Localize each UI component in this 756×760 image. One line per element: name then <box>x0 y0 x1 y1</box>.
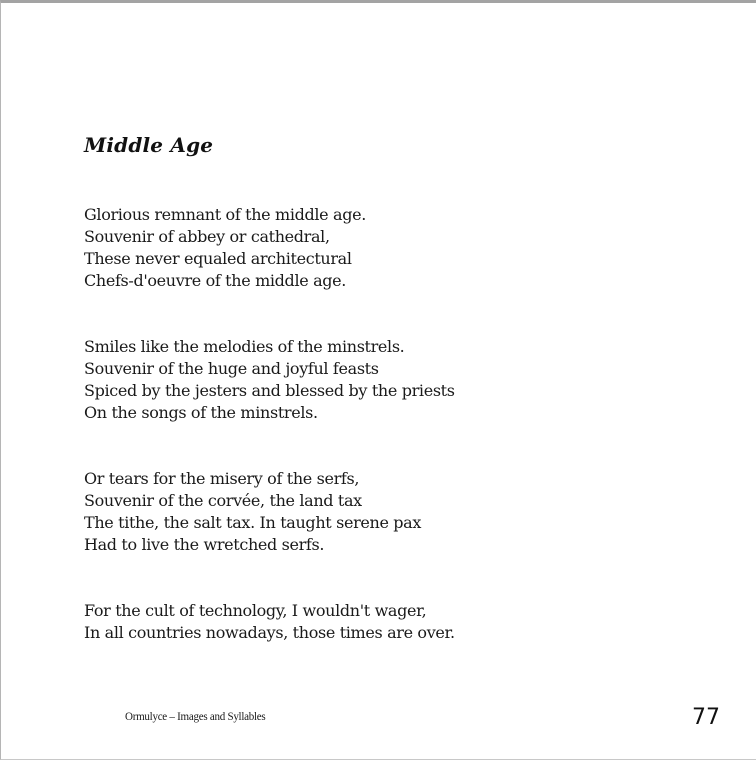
verse-line: For the cult of technology, I wouldn't wager, <box>84 601 427 620</box>
verse-line: Or tears for the misery of the serfs, <box>84 469 360 488</box>
verse-line: In all countries nowadays, those times are over. <box>84 623 455 642</box>
stanza-1 <box>84 204 366 292</box>
verse-line: Had to live the wretched serfs. <box>84 535 325 554</box>
stanza-3 <box>84 468 421 556</box>
verse-line: The tithe, the salt tax. In taught serene pax <box>84 513 422 532</box>
page-number: 77 <box>692 705 720 730</box>
verse-line: These never equaled architectural <box>84 249 352 268</box>
verse-line: Glorious remnant of the middle age. <box>84 205 366 224</box>
stanza-2 <box>84 336 455 424</box>
footer-book-title: Ormulyce – Images and Syllables <box>125 709 266 723</box>
stanza-4 <box>84 600 455 644</box>
verse-line: Smiles like the melodies of the minstrels. <box>84 337 405 356</box>
verse-line: Chefs-d'oeuvre of the middle age. <box>84 271 347 290</box>
verse-line: On the songs of the minstrels. <box>84 403 318 422</box>
verse-line: Souvenir of the corvée, the land tax <box>84 491 362 510</box>
verse-line: Souvenir of the huge and joyful feasts <box>84 359 379 378</box>
verse-line: Souvenir of abbey or cathedral, <box>84 227 330 246</box>
verse-line: Spiced by the jesters and blessed by the priests <box>84 381 455 400</box>
poem-title: Middle Age <box>84 133 214 157</box>
